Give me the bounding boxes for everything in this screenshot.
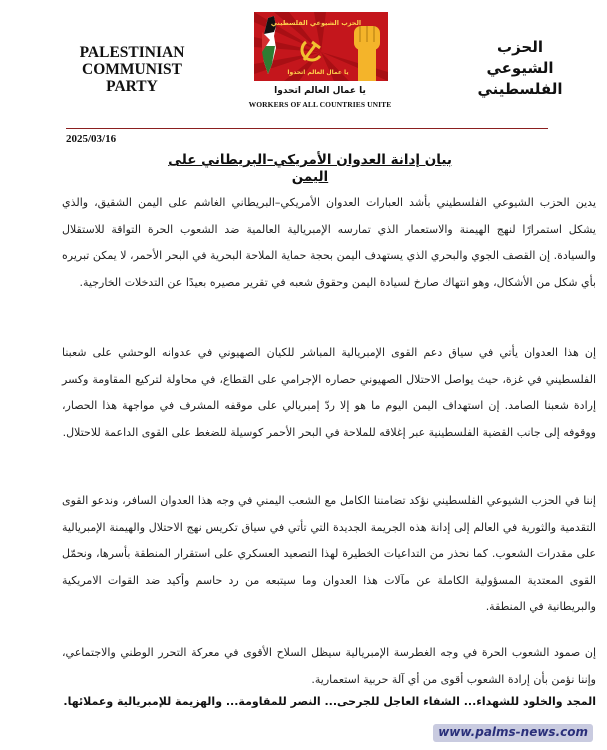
party-name-english: PALESTINIAN COMMUNIST PARTY bbox=[79, 44, 185, 95]
closing-slogan: المجد والخلود للشهداء... الشفاء العاجل للجرحى... النصر للمقاومة... والهزيمة للإمبريالية وعملائها. bbox=[63, 695, 596, 708]
hammer-sickle-icon bbox=[302, 42, 320, 60]
slogan-english: WORKERS OF ALL COUNTRIES UNITE bbox=[248, 100, 392, 109]
statement-headline: بيان إدانة العدوان الأمريكي–البريطاني على اليمن bbox=[168, 152, 452, 185]
party-logo bbox=[254, 12, 388, 81]
header-divider bbox=[66, 128, 548, 129]
party-name-arabic: الحزب الشيوعي الفلسطيني bbox=[477, 38, 563, 98]
paragraph-4: إن صمود الشعوب الحرة في وجه الغطرسة الإمبريالية سيظل السلاح الأقوى في معركة التحرر الوطني والاجتماعي، وإننا نؤمن بأن إرادة الشعوب أقوى من أي آلة حربية استعمارية. bbox=[62, 646, 596, 686]
slogan-arabic: يا عمال العالم اتحدوا bbox=[274, 86, 366, 96]
logo-top-text: الحزب الشيوعي الفلسطيني bbox=[270, 19, 362, 27]
watermark-link[interactable]: www.palms-news.com bbox=[433, 724, 593, 742]
paragraph-2: إن هذا العدوان يأتي في سياق دعم القوى الإمبريالية المباشر للكيان الصهيوني في عدوانه الوحشي على شعبنا الفلسطيني في غزة، حيث يواصل الاحتلال الصهيوني حصاره الإجرامي على القطاع، في محاولة لتركيع المقاومة وكسر إرادة شعبنا الصامد. إن استهداف اليمن اليوم ما هو إلا ردّ إمبريالي على موقفه المشرف في مواجهة هذا الحصار، ووقوفه إلى جانب القضية الفلسطينية عبر إغلاقه للملاحة في البحر الأحمر كوسيلة للضغط على القوى الداعمة للاحتلال. bbox=[62, 346, 596, 439]
paragraph-1: يدين الحزب الشيوعي الفلسطيني بأشد العبارات العدوان الأمريكي–البريطاني الغاشم على اليمن الشقيق، والذي يشكل استمرارًا لنهج الهيمنة والاستعمار الذي تمارسه الإمبريالية العالمية ضد الشعوب الحرة التواقة للاستقلال والسيادة. إن القصف الجوي والبحري الذي يستهدف اليمن بحجة حماية الملاحة البحرية في البحر الأحمر، لا يمكن تبريره بأي شكل من الأشكال، وهو انتهاك صارخ لسيادة اليمن وحقوق شعبه في تقرير مصيره بعيدًا عن التدخلات الخارجية. bbox=[62, 196, 596, 289]
logo-graphic bbox=[254, 12, 388, 81]
logo-bottom-text: يا عمال العالم اتحدوا bbox=[287, 69, 349, 76]
paragraph-3: إننا في الحزب الشيوعي الفلسطيني نؤكد تضامننا الكامل مع الشعب اليمني في وجه هذا العدوان السافر، وندعو القوى التقدمية والثورية في العالم إلى إدانة هذه الجريمة الجديدة التي تأتي في سياق تكريس نهج الاحتلال والهيمنة الإمبريالية على مقدرات الشعوب. كما نحذر من التداعيات الخطيرة لهذا التصعيد العسكري على استقرار المنطقة بأسرها، ونحمّل القوى المعتدية المسؤولية الكاملة عن مآلات هذا العدوان وما سيتبعه من رد حاسم وأكيد ضد القوات الامريكية والبريطانية في المنطقة. bbox=[62, 494, 596, 613]
document-date: 2025/03/16 bbox=[66, 133, 117, 145]
